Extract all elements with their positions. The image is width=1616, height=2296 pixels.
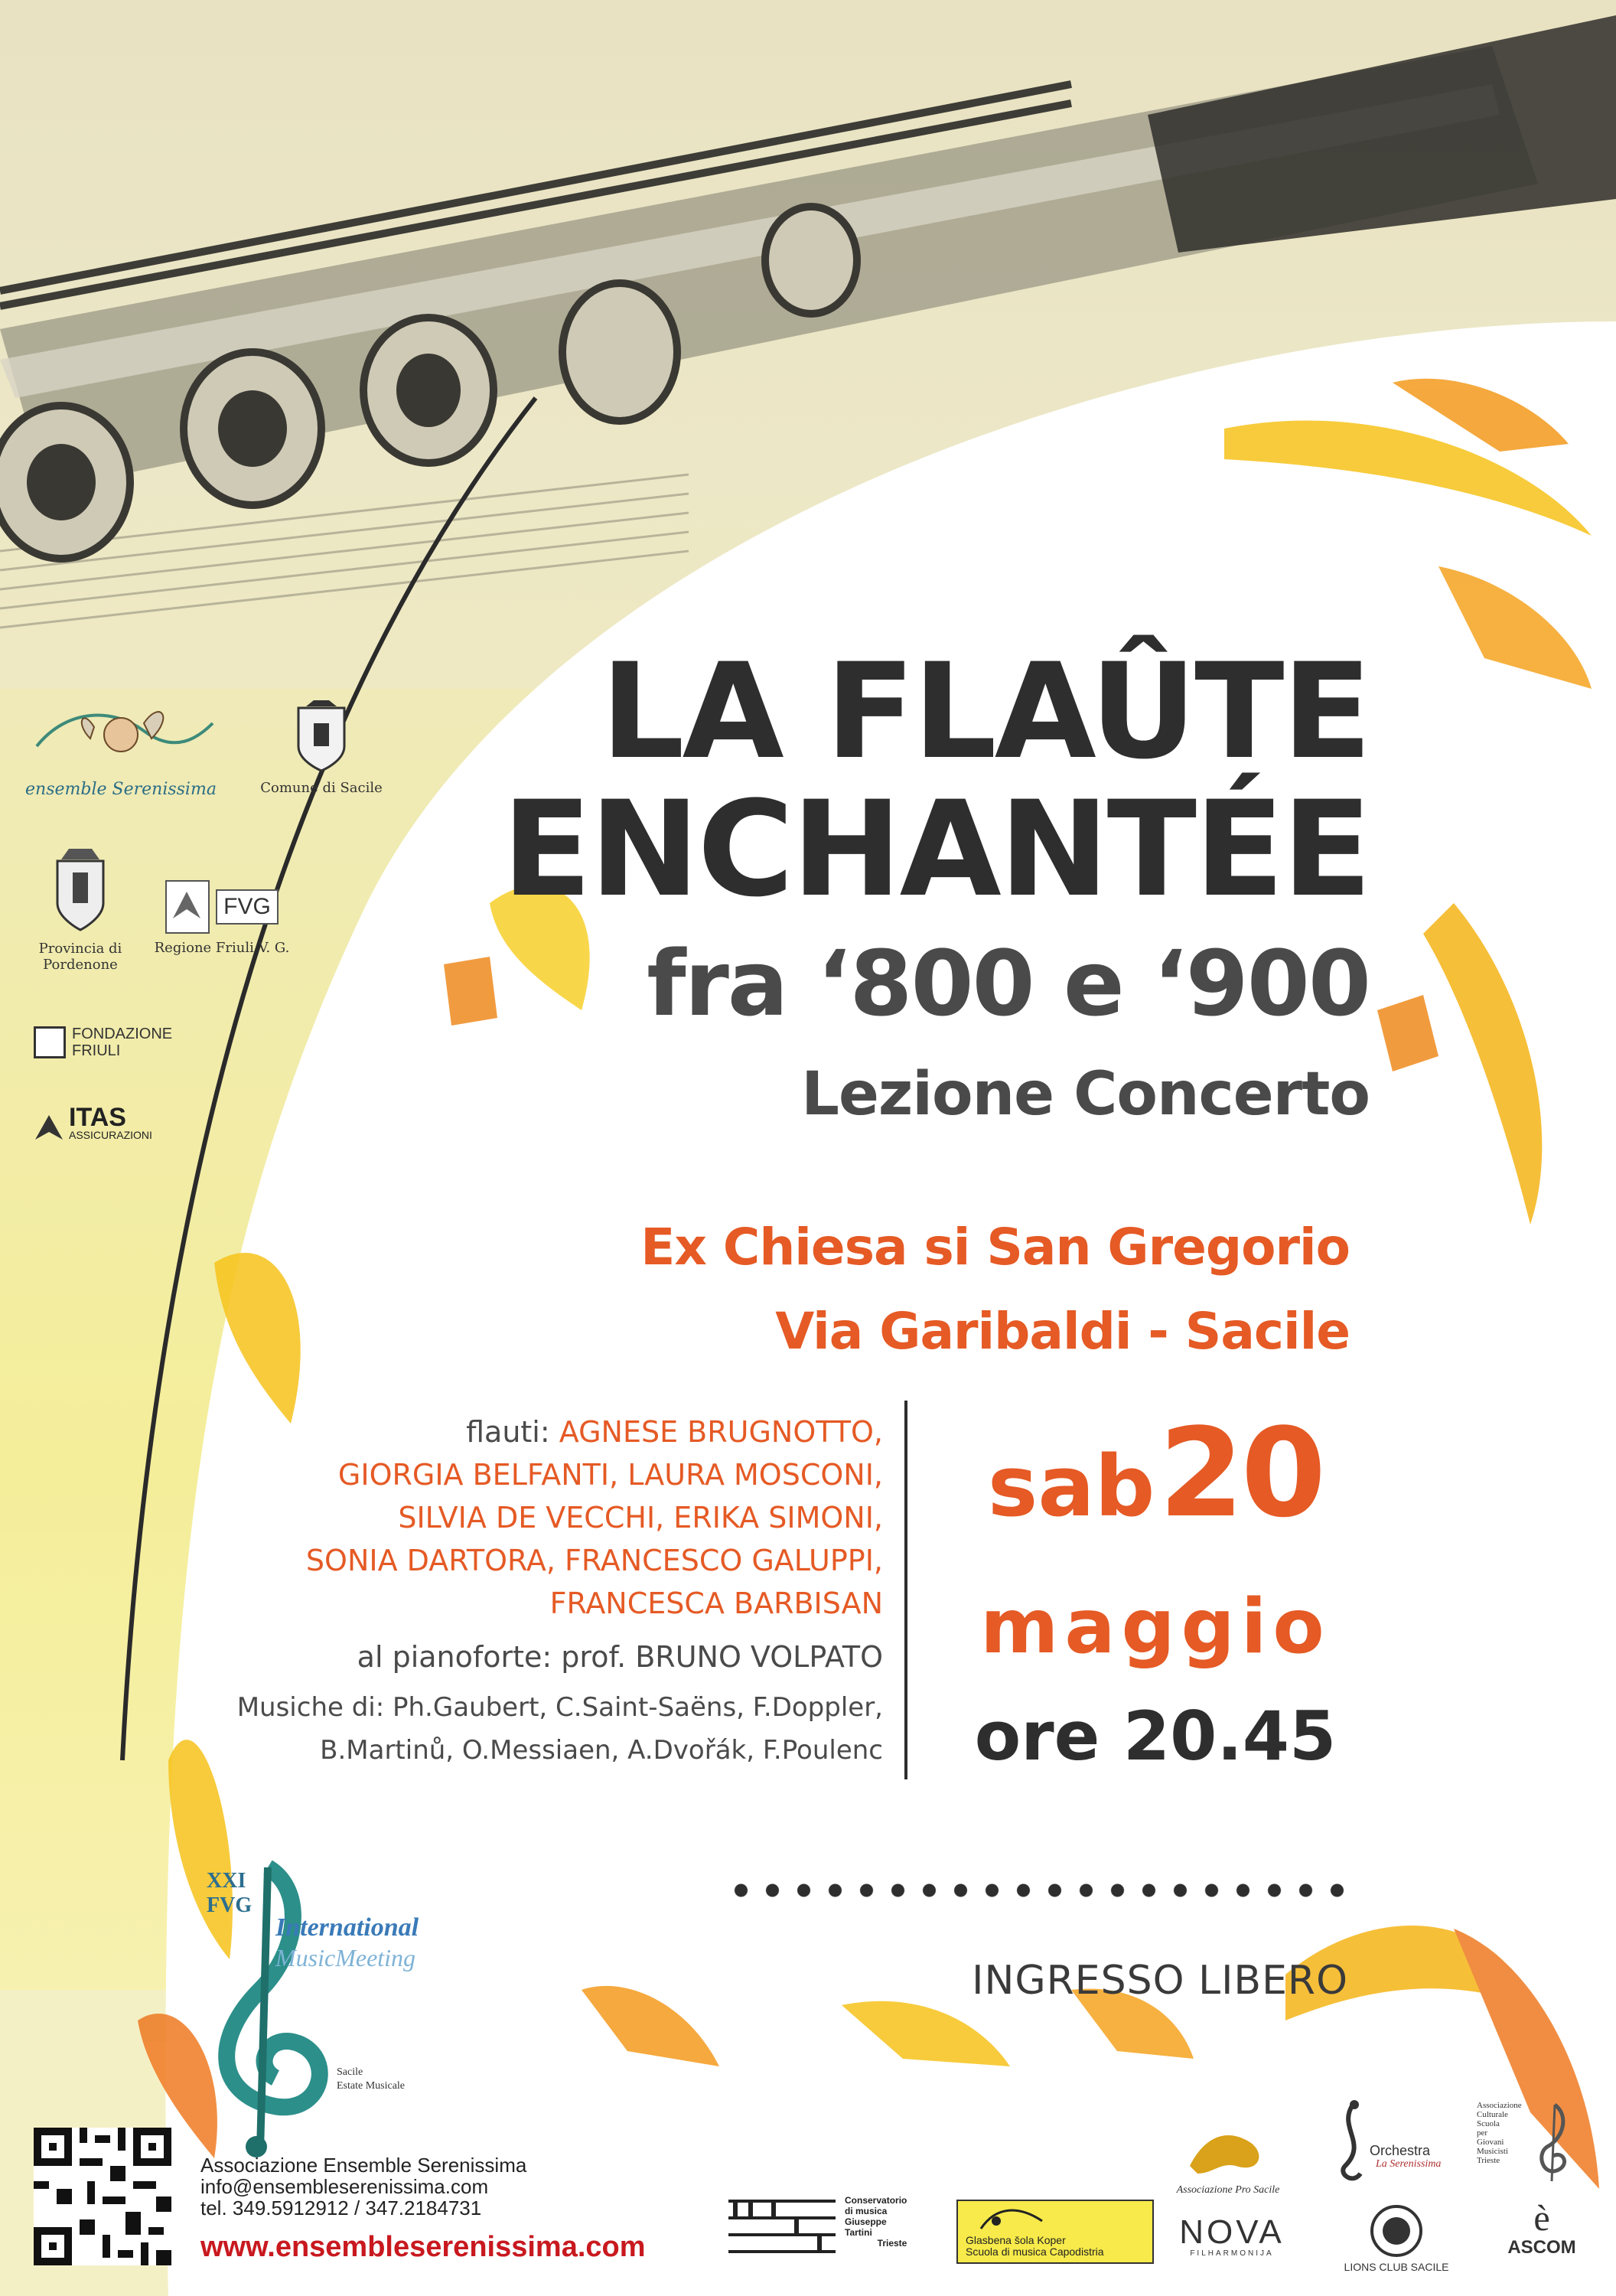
qr-code[interactable] <box>34 2128 171 2265</box>
date-day-line <box>933 1401 1377 1584</box>
lions-caption: LIONS CLUB SACILE <box>1344 2261 1449 2273</box>
coat-of-arms-icon <box>252 700 390 777</box>
comune-sacile-logo <box>252 700 390 796</box>
website-link[interactable]: www.ensembleserenissima.com <box>200 2231 646 2263</box>
international-music-meeting-logo <box>184 1860 459 2158</box>
fondazione-text <box>72 1026 172 1059</box>
itas-subtitle: ASSICURAZIONI <box>69 1129 152 1141</box>
eagle-icon <box>34 1114 64 1141</box>
glasbena-line-2: Scuola di musica Capodistria <box>966 2245 1104 2258</box>
admission-note: INGRESSO LIBERO <box>972 1958 1348 2004</box>
festival-name-2: MusicMeeting <box>275 1944 416 1971</box>
contact-phone: tel. 349.5912912 / 347.2184731 <box>200 2197 482 2219</box>
pro-sacile-logo <box>1171 2120 1285 2197</box>
date-weekday: sab <box>987 1437 1155 1535</box>
provincia-caption-2: Pordenone <box>43 957 118 973</box>
conservatorio-line-2: di musica <box>845 2206 888 2216</box>
scuola-line-4: per <box>1477 2128 1488 2138</box>
festival-name-1: International <box>275 1913 419 1942</box>
title-line-1: LA FLAÛTE <box>601 634 1370 788</box>
ensemble-logo-text: ensemble Serenissima <box>25 780 217 799</box>
eagle-icon <box>165 880 210 934</box>
itas-name: ITAS <box>69 1103 126 1132</box>
festival-region: FVG <box>207 1893 252 1917</box>
scuola-line-7: Trieste <box>1477 2156 1500 2165</box>
dragon-icon <box>1182 2120 1274 2181</box>
date-month: maggio <box>980 1583 1331 1671</box>
lions-emblem-icon <box>1370 2204 1423 2258</box>
fondazione-friuli-logo <box>34 1026 172 1059</box>
contact-block <box>200 2154 526 2219</box>
conservatorio-text <box>845 2195 907 2259</box>
flute-line-1 <box>237 1411 883 1453</box>
itas-logo <box>34 1103 152 1141</box>
music-note-icon <box>973 2206 1050 2236</box>
conservatorio-line-3: Giuseppe <box>845 2216 887 2227</box>
scuola-line-6: Musicisti <box>1477 2147 1508 2156</box>
orchestra-subtitle: La Serenissima <box>1376 2158 1442 2170</box>
treble-clef-icon <box>1532 2101 1578 2185</box>
venue-line-2: Via Garibaldi - Sacile <box>775 1302 1350 1361</box>
nova-filharmonija-logo <box>1178 2213 1285 2258</box>
event-kind: Lezione Concerto <box>801 1060 1370 1129</box>
scuola-line-1: Associazione <box>1477 2101 1522 2110</box>
title-line-2: ENCHANTÉE <box>502 772 1370 926</box>
pianist: al pianoforte: prof. BRUNO VOLPATO <box>357 1640 883 1674</box>
fvg-mark <box>153 880 291 934</box>
conservatorio-line-4: Tartini <box>845 2227 872 2238</box>
scuola-text <box>1477 2101 1530 2165</box>
flute-line-2: GIORGIA BELFANTI, LAURA MOSCONI, <box>337 1458 883 1492</box>
event-time: ore 20.45 <box>974 1697 1337 1776</box>
itas-text <box>69 1103 152 1141</box>
scuola-giovani-musicisti-logo <box>1477 2101 1592 2165</box>
comune-caption: Comune di Sacile <box>260 780 383 796</box>
lions-club-logo <box>1328 2204 1465 2273</box>
glasbena-line-1: Glasbena šola Koper <box>966 2234 1066 2246</box>
flute-line-5: FRANCESCA BARBISAN <box>549 1587 883 1620</box>
flute-line-4: SONIA DARTORA, FRANCESCO GALUPPI, <box>305 1544 883 1577</box>
cherub-icon <box>21 693 220 777</box>
vertical-divider <box>904 1401 907 1779</box>
ascom-logo <box>1496 2200 1588 2258</box>
performer-names: AGNESE BRUGNOTTO, <box>559 1415 883 1449</box>
subtitle: fra ‘800 e ‘900 <box>647 931 1370 1036</box>
nova-subtitle: FILHARMONIJA <box>1190 2249 1274 2258</box>
festival-edition: XXI <box>207 1869 246 1893</box>
fondazione-icon <box>34 1026 66 1058</box>
flute-label: flauti: <box>466 1415 550 1449</box>
nova-text: NOVA <box>1179 2213 1285 2251</box>
performers-block <box>237 1411 883 1772</box>
festival-place-2: Estate Musicale <box>337 2080 406 2092</box>
regione-fvg-logo <box>153 880 291 956</box>
ensemble-serenissima-logo <box>21 693 220 807</box>
regione-caption: Regione Friuli V. G. <box>154 940 290 956</box>
org-name: Associazione Ensemble Serenissima <box>200 2154 527 2177</box>
scuola-line-2: Culturale <box>1477 2110 1508 2119</box>
scuola-line-3: Scuola <box>1477 2119 1500 2128</box>
date-number: 20 <box>1158 1401 1324 1544</box>
scuola-line-5: Giovani <box>1477 2138 1504 2147</box>
provincia-caption-1: Provincia di <box>38 941 122 957</box>
conservatorio-line-5: Trieste <box>877 2238 907 2249</box>
orchestra-serenissima-logo <box>1330 2097 1468 2192</box>
orchestra-text: Orchestra <box>1370 2143 1431 2158</box>
dotted-separator <box>725 1883 1353 1898</box>
violin-icon <box>1330 2097 1376 2189</box>
qr-code-icon <box>34 2128 171 2265</box>
flute-line-3: SILVIA DE VECCHI, ERIKA SIMONI, <box>398 1501 883 1534</box>
festival-place-1: Sacile <box>337 2066 363 2078</box>
conservatorio-logo <box>725 2195 955 2259</box>
crest-icon <box>31 846 130 938</box>
venue-line-1: Ex Chiesa si San Gregorio <box>640 1218 1350 1277</box>
ascom-mark: è <box>1533 2198 1550 2239</box>
music-line-1: Musiche di: Ph.Gaubert, C.Saint-Saëns, F.Doppler, <box>236 1692 883 1723</box>
fondazione-line-2: FRIULI <box>72 1042 121 1059</box>
conservatorio-line-1: Conservatorio <box>845 2195 907 2206</box>
columns-icon <box>725 2195 840 2259</box>
fondazione-line-1: FONDAZIONE <box>72 1026 173 1042</box>
ascom-text: ASCOM <box>1507 2237 1576 2258</box>
music-line-2: B.Martinů, O.Messiaen, A.Dvořák, F.Poulenc <box>320 1735 883 1766</box>
date-block <box>933 1401 1377 1779</box>
fvg-text: FVG <box>216 889 279 925</box>
glasbena-text <box>966 2235 1104 2258</box>
glasbena-sola-logo <box>956 2200 1154 2264</box>
provincia-pordenone-logo <box>31 846 130 973</box>
contact-email[interactable]: info@ensembleserenissima.com <box>200 2175 489 2198</box>
pro-sacile-caption: Associazione Pro Sacile <box>1176 2184 1280 2196</box>
